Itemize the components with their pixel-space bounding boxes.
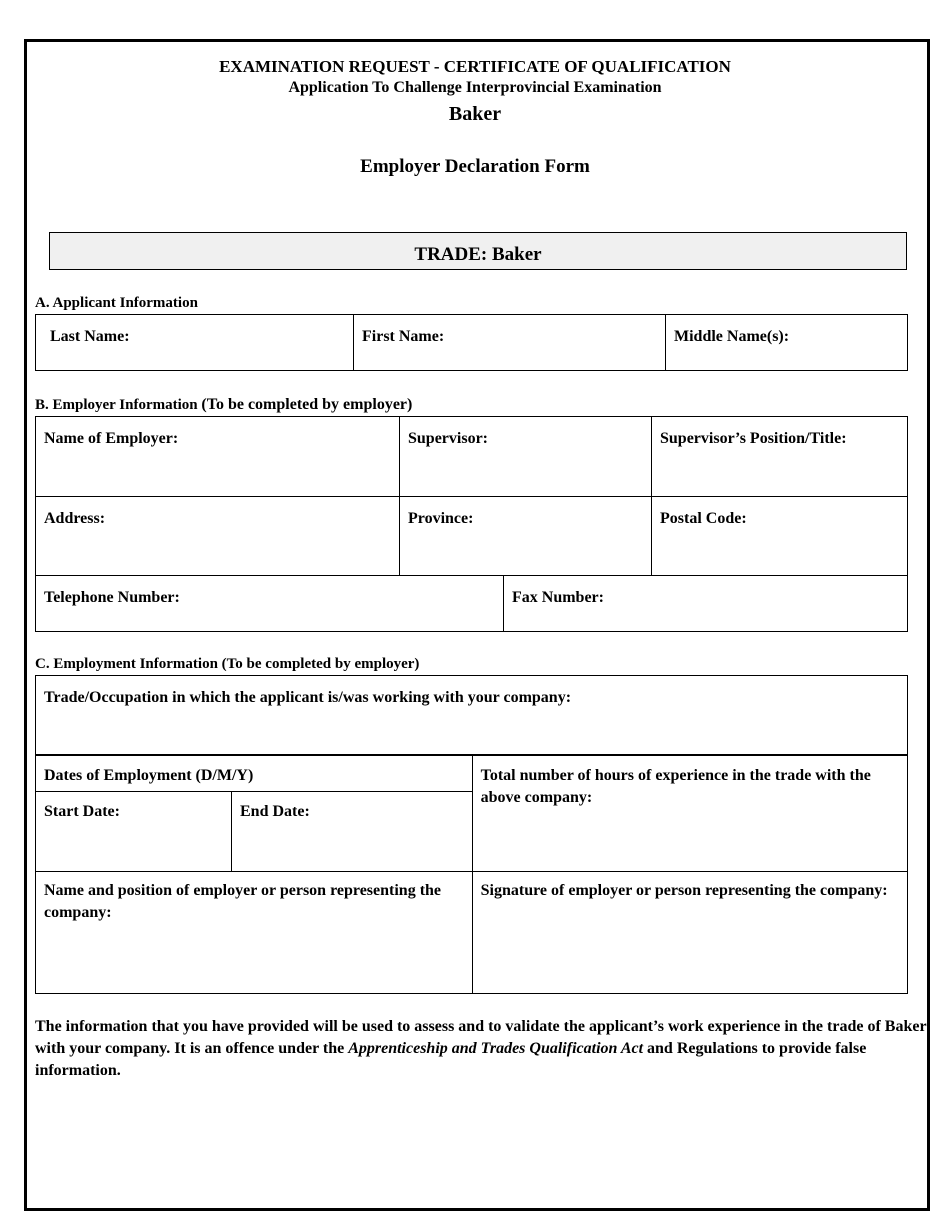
section-b-heading (35, 396, 412, 414)
first-name-field[interactable] (354, 315, 666, 371)
telephone-field[interactable] (36, 576, 504, 632)
name-position-label: Name and position of employer or person representing the company: (44, 882, 442, 921)
postal-code-label: Postal Code: (660, 510, 747, 527)
employer-info-table (35, 416, 908, 576)
address-field[interactable] (36, 497, 400, 576)
province-field[interactable] (400, 497, 652, 576)
fax-label: Fax Number: (512, 589, 604, 606)
province-label: Province: (408, 510, 474, 527)
supervisor-position-label: Supervisor’s Position/Title: (660, 430, 847, 447)
trade-box: TRADE: Baker (49, 232, 907, 270)
start-date-field[interactable] (36, 792, 232, 872)
total-hours-field[interactable] (472, 756, 907, 872)
end-date-label: End Date: (240, 803, 310, 820)
last-name-label: Last Name: (50, 328, 130, 345)
trade-occupation-label: Trade/Occupation in which the applicant is/was working with your company: (44, 689, 572, 706)
trade-occupation-field[interactable] (36, 676, 908, 755)
middle-names-label: Middle Name(s): (674, 328, 790, 345)
section-a-heading: A. Applicant Information (35, 295, 198, 311)
signature-field[interactable] (472, 872, 907, 994)
legal-notice-part1: The information that you have provided will be used to assess and to validate the applicant’s work experience in the trade of Baker with your company. It is an offence under the (35, 1018, 927, 1057)
last-name-field[interactable] (36, 315, 354, 371)
trade-title: Baker (448, 103, 502, 125)
postal-code-field[interactable] (652, 497, 908, 576)
supervisor-label: Supervisor: (408, 430, 488, 447)
section-b-heading-note: (To be completed by employer) (201, 396, 413, 413)
employment-details-table (35, 755, 908, 994)
trade-occupation-table (35, 675, 908, 755)
middle-names-field[interactable] (666, 315, 908, 371)
dates-of-employment-label: Dates of Employment (D/M/Y) (44, 767, 254, 784)
supervisor-field[interactable] (400, 417, 652, 497)
start-date-label: Start Date: (44, 803, 120, 820)
address-label: Address: (44, 510, 106, 527)
section-c-heading: C. Employment Information (To be completed by employer) (35, 656, 420, 672)
legal-notice-part2: and Regulations to provide false information. (35, 1040, 867, 1079)
employer-name-field[interactable] (36, 417, 400, 497)
fax-field[interactable] (504, 576, 908, 632)
supervisor-position-field[interactable] (652, 417, 908, 497)
applicant-info-table (35, 314, 908, 371)
signature-label: Signature of employer or person representing the company: (480, 882, 888, 899)
section-b-heading-label: B. Employer Information (35, 397, 198, 413)
first-name-label: First Name: (362, 328, 445, 345)
end-date-field[interactable] (232, 792, 473, 872)
total-hours-label: Total number of hours of experience in the trade with the above company: (480, 767, 871, 806)
form-title: Employer Declaration Form (360, 156, 590, 177)
act-name: Apprenticeship and Trades Qualification Act (348, 1040, 644, 1057)
name-position-field[interactable] (36, 872, 473, 994)
contact-info-table (35, 575, 908, 632)
dates-of-employment-header (36, 756, 473, 792)
telephone-label: Telephone Number: (44, 589, 180, 606)
legal-notice (35, 1016, 930, 1082)
form-header-line1: EXAMINATION REQUEST - CERTIFICATE OF QUALIFICATION (219, 57, 731, 76)
form-header-line2: Application To Challenge Interprovincial Examination (288, 79, 662, 96)
employer-name-label: Name of Employer: (44, 430, 179, 447)
